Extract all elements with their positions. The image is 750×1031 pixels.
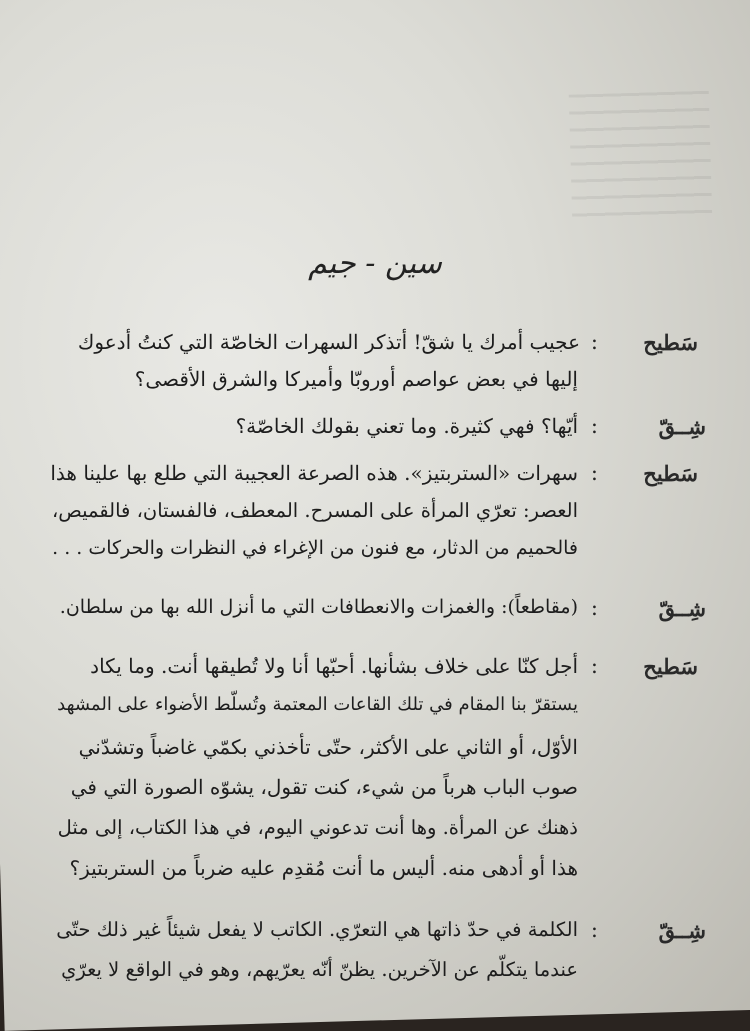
speaker-label: شِــقّ [658, 596, 706, 621]
section-heading: سين - جيم [308, 246, 442, 281]
dialogue-line: فالحميم من الدثار، مع فنون من الإغراء في النظرات والحركات . . . [52, 537, 578, 559]
speaker-colon: : [590, 330, 598, 354]
dialogue-line: عجيب أمرك يا شقّ! أتذكر السهرات الخاصّة التي كنتُ أدعوك [77, 330, 580, 354]
dialogue-line: صوب الباب هرباً من شيء، كنت تقول، يشوّه الصورة التي في [70, 775, 578, 799]
dialogue-line: عندما يتكلّم عن الآخرين. يظنّ أنّه يعرّيهم، وهو في الواقع لا يعرّي [61, 958, 578, 981]
speaker-colon: : [590, 654, 598, 678]
dialogue-line: سهرات «الستربتيز». هذه الصرعة العجيبة التي طلع بها علينا هذا [50, 461, 578, 485]
dialogue-line: يستقرّ بنا المقام في تلك القاعات المعتمة وتُسلّط الأضواء على المشهد [57, 694, 578, 715]
speaker-colon: : [590, 596, 598, 620]
dialogue-line: الكلمة في حدّ ذاتها هي التعرّي. الكاتب لا يفعل شيئاً غير ذلك حتّى [56, 918, 578, 941]
dialogue-line: أجل كنّا على خلاف بشأنها. أحبّها أنا ولا تُطيقها أنت. وما يكاد [90, 654, 578, 678]
speaker-colon: : [590, 461, 598, 485]
speaker-colon: : [590, 414, 598, 438]
speaker-label: سَطيح [643, 330, 698, 355]
speaker-label: شِــقّ [658, 918, 706, 943]
dialogue-line: ذهنك عن المرأة. وها أنت تدعوني اليوم، في هذا الكتاب، إلى مثل [57, 816, 578, 839]
speaker-colon: : [590, 918, 598, 942]
dialogue-line: إليها في بعض عواصم أوروبّا وأميركا والشرق الأقصى؟ [134, 367, 578, 391]
dialogue-line: (مقاطعاً): والغمزات والانعطافات التي ما أنزل الله بها من سلطان. [59, 596, 578, 618]
dialogue-line: هذا أو أدهى منه. أليس ما أنت مُقدِم عليه ضرباً من الستربتيز؟ [69, 856, 578, 880]
speaker-label: سَطيح [643, 654, 698, 679]
dialogue-line: العصر: تعرّي المرأة على المسرح. المعطف، فالفستان، فالقميص، [51, 499, 578, 522]
speaker-label: سَطيح [643, 461, 698, 486]
dialogue-line: أيّها؟ فهي كثيرة. وما تعني بقولك الخاصّة؟ [235, 414, 578, 438]
speaker-label: شِــقّ [658, 414, 706, 439]
dialogue-line: الأوّل، أو الثاني على الأكثر، حتّى تأخذني بكمّي غاضباً وتشدّني [78, 735, 578, 759]
